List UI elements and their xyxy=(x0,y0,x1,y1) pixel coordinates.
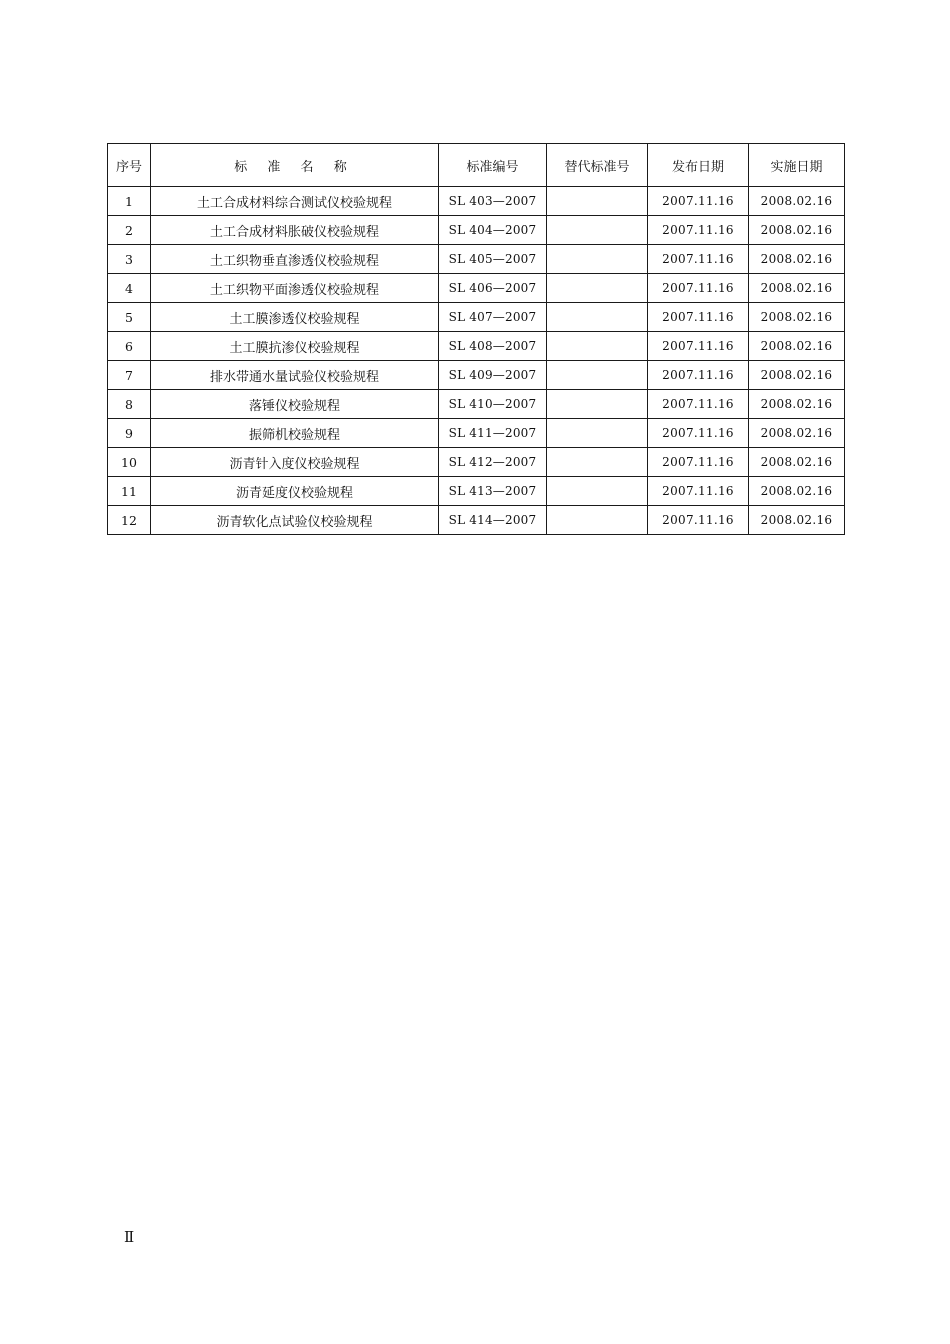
cell-replaced-standard xyxy=(547,477,648,506)
cell-effective-date: 2008.02.16 xyxy=(749,332,845,361)
cell-effective-date: 2008.02.16 xyxy=(749,390,845,419)
cell-replaced-standard xyxy=(547,361,648,390)
header-publish-date: 发布日期 xyxy=(648,144,749,187)
cell-standard-code: SL 409—2007 xyxy=(439,361,547,390)
cell-publish-date: 2007.11.16 xyxy=(648,245,749,274)
header-name xyxy=(151,144,439,187)
table-row xyxy=(108,477,845,506)
cell-seq: 11 xyxy=(108,477,151,506)
cell-seq: 12 xyxy=(108,506,151,535)
cell-seq: 1 xyxy=(108,187,151,216)
table-row xyxy=(108,303,845,332)
header-replaces: 替代标准号 xyxy=(547,144,648,187)
cell-seq: 9 xyxy=(108,419,151,448)
cell-replaced-standard xyxy=(547,506,648,535)
cell-standard-name: 沥青软化点试验仪校验规程 xyxy=(151,506,439,535)
header-code: 标准编号 xyxy=(439,144,547,187)
cell-standard-name: 土工膜抗渗仪校验规程 xyxy=(151,332,439,361)
cell-standard-code: SL 403—2007 xyxy=(439,187,547,216)
cell-publish-date: 2007.11.16 xyxy=(648,332,749,361)
cell-effective-date: 2008.02.16 xyxy=(749,477,845,506)
cell-publish-date: 2007.11.16 xyxy=(648,187,749,216)
cell-publish-date: 2007.11.16 xyxy=(648,506,749,535)
cell-standard-code: SL 408—2007 xyxy=(439,332,547,361)
cell-standard-name: 土工膜渗透仪校验规程 xyxy=(151,303,439,332)
cell-standard-code: SL 410—2007 xyxy=(439,390,547,419)
cell-effective-date: 2008.02.16 xyxy=(749,245,845,274)
cell-publish-date: 2007.11.16 xyxy=(648,303,749,332)
table-row xyxy=(108,216,845,245)
cell-effective-date: 2008.02.16 xyxy=(749,419,845,448)
cell-effective-date: 2008.02.16 xyxy=(749,361,845,390)
cell-effective-date: 2008.02.16 xyxy=(749,216,845,245)
cell-standard-code: SL 406—2007 xyxy=(439,274,547,303)
cell-seq: 4 xyxy=(108,274,151,303)
table-row xyxy=(108,245,845,274)
table-row xyxy=(108,419,845,448)
cell-replaced-standard xyxy=(547,216,648,245)
cell-standard-name: 土工织物垂直渗透仪校验规程 xyxy=(151,245,439,274)
cell-standard-code: SL 405—2007 xyxy=(439,245,547,274)
cell-effective-date: 2008.02.16 xyxy=(749,303,845,332)
cell-replaced-standard xyxy=(547,419,648,448)
cell-standard-name: 土工合成材料综合测试仪校验规程 xyxy=(151,187,439,216)
cell-effective-date: 2008.02.16 xyxy=(749,448,845,477)
cell-replaced-standard xyxy=(547,390,648,419)
cell-effective-date: 2008.02.16 xyxy=(749,187,845,216)
cell-standard-code: SL 404—2007 xyxy=(439,216,547,245)
cell-standard-name: 土工织物平面渗透仪校验规程 xyxy=(151,274,439,303)
cell-standard-code: SL 412—2007 xyxy=(439,448,547,477)
cell-standard-code: SL 407—2007 xyxy=(439,303,547,332)
cell-effective-date: 2008.02.16 xyxy=(749,506,845,535)
cell-publish-date: 2007.11.16 xyxy=(648,216,749,245)
table-row xyxy=(108,361,845,390)
cell-standard-code: SL 413—2007 xyxy=(439,477,547,506)
cell-publish-date: 2007.11.16 xyxy=(648,419,749,448)
cell-standard-name: 土工合成材料胀破仪校验规程 xyxy=(151,216,439,245)
table-row xyxy=(108,332,845,361)
cell-seq: 3 xyxy=(108,245,151,274)
table-header xyxy=(108,144,845,187)
table-row xyxy=(108,390,845,419)
cell-standard-name: 排水带通水量试验仪校验规程 xyxy=(151,361,439,390)
cell-publish-date: 2007.11.16 xyxy=(648,274,749,303)
cell-standard-code: SL 411—2007 xyxy=(439,419,547,448)
cell-seq: 6 xyxy=(108,332,151,361)
table-row xyxy=(108,274,845,303)
cell-replaced-standard xyxy=(547,245,648,274)
cell-effective-date: 2008.02.16 xyxy=(749,274,845,303)
cell-publish-date: 2007.11.16 xyxy=(648,477,749,506)
header-seq: 序号 xyxy=(108,144,151,187)
cell-standard-name: 沥青延度仪校验规程 xyxy=(151,477,439,506)
cell-seq: 7 xyxy=(108,361,151,390)
page-number: Ⅱ xyxy=(124,1228,135,1246)
cell-publish-date: 2007.11.16 xyxy=(648,390,749,419)
table-row xyxy=(108,506,845,535)
cell-standard-code: SL 414—2007 xyxy=(439,506,547,535)
standards-table xyxy=(107,143,845,535)
header-effective-date: 实施日期 xyxy=(749,144,845,187)
cell-replaced-standard xyxy=(547,274,648,303)
cell-publish-date: 2007.11.16 xyxy=(648,448,749,477)
cell-seq: 10 xyxy=(108,448,151,477)
table-row xyxy=(108,448,845,477)
cell-replaced-standard xyxy=(547,332,648,361)
cell-publish-date: 2007.11.16 xyxy=(648,361,749,390)
cell-replaced-standard xyxy=(547,303,648,332)
cell-standard-name: 振筛机校验规程 xyxy=(151,419,439,448)
table-body xyxy=(108,187,845,535)
cell-standard-name: 沥青针入度仪校验规程 xyxy=(151,448,439,477)
header-name-label: 标 准 名 称 xyxy=(234,159,355,175)
cell-standard-name: 落锤仪校验规程 xyxy=(151,390,439,419)
header-row xyxy=(108,144,845,187)
cell-replaced-standard xyxy=(547,187,648,216)
cell-replaced-standard xyxy=(547,448,648,477)
table-row xyxy=(108,187,845,216)
cell-seq: 8 xyxy=(108,390,151,419)
cell-seq: 5 xyxy=(108,303,151,332)
cell-seq: 2 xyxy=(108,216,151,245)
